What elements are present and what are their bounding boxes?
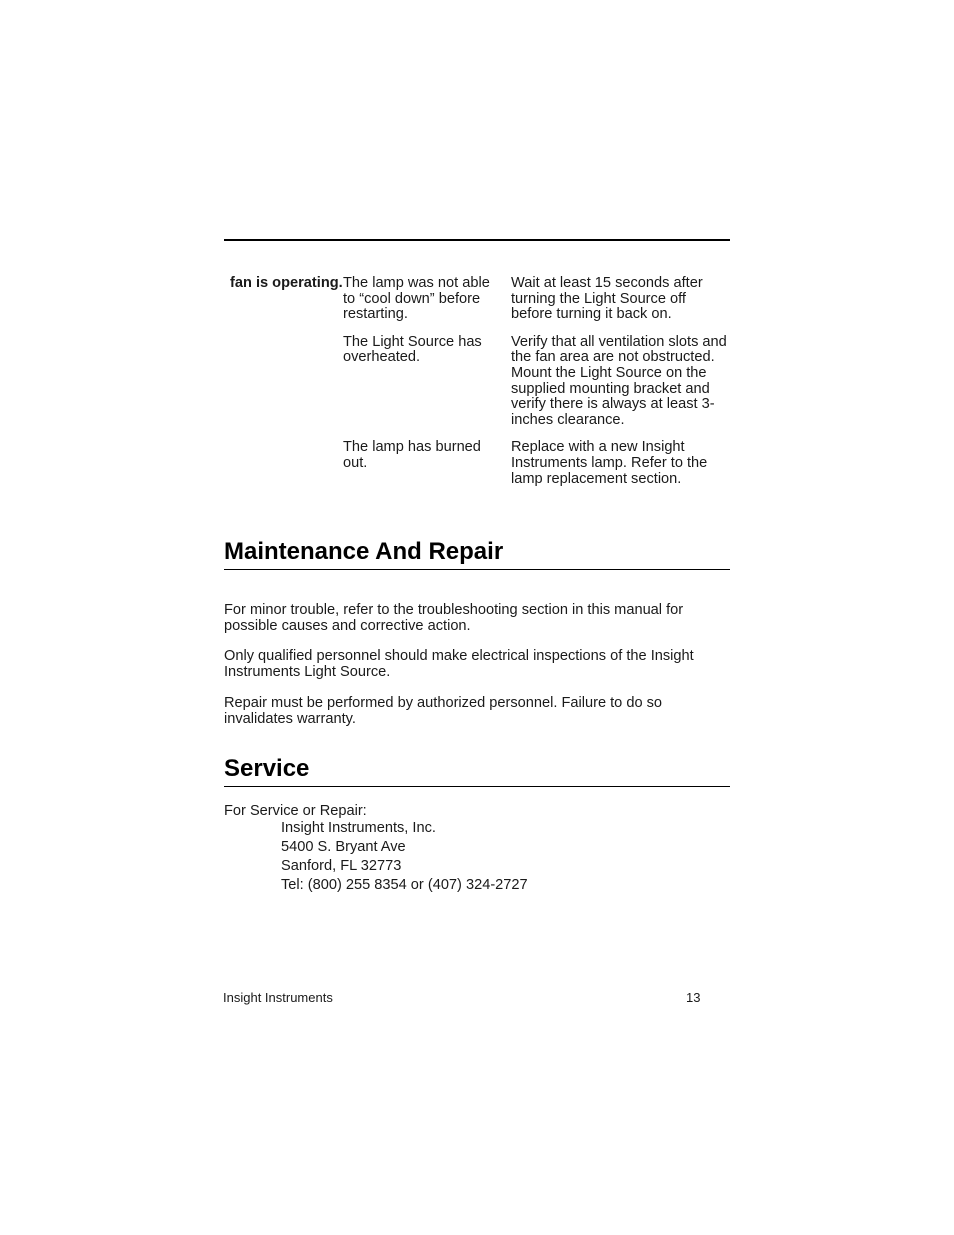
- troubleshooting-table: [224, 276, 730, 499]
- cause-cell: The lamp was not able to “cool down” before restarting.: [343, 275, 490, 323]
- maintenance-heading: Maintenance And Repair: [224, 538, 730, 570]
- table-row: [224, 440, 730, 487]
- service-intro: For Service or Repair:: [224, 803, 367, 819]
- symptom-cell: [224, 440, 343, 456]
- top-divider: [224, 239, 730, 241]
- page-number: 13: [686, 990, 701, 1005]
- address-phone: Tel: (800) 255 8354 or (407) 324-2727: [281, 877, 528, 893]
- maintenance-paragraph: Only qualified personnel should make electrical inspections of the Insight Instruments Light Source.: [224, 648, 694, 680]
- table-row: [224, 335, 730, 429]
- footer-company: Insight Instruments: [223, 990, 333, 1005]
- cause-cell: The Light Source has overheated.: [343, 333, 482, 366]
- remedy-cell: Replace with a new Insight Instruments lamp. Refer to the lamp replacement section.: [511, 439, 708, 487]
- address-street: 5400 S. Bryant Ave: [281, 839, 406, 855]
- maintenance-paragraph: Repair must be performed by authorized personnel. Failure to do so invalidates warranty.: [224, 695, 663, 727]
- remedy-cell: Verify that all ventilation slots and the fan area are not obstructed. Mount the Light Source on the supplied mounting bracket and verify there is always at least 3-inches clearance.: [511, 333, 727, 428]
- remedy-cell: Wait at least 15 seconds after turning the Light Source off before turning it back on.: [511, 275, 703, 323]
- cause-cell: The lamp has burned out.: [343, 439, 481, 471]
- symptom-cell: [224, 335, 343, 351]
- service-heading: Service: [224, 755, 730, 787]
- symptom-cell: fan is operating.: [230, 275, 343, 291]
- table-row: [224, 276, 730, 323]
- service-address: [281, 819, 528, 895]
- address-city: Sanford, FL 32773: [281, 858, 402, 874]
- maintenance-paragraph: For minor trouble, refer to the troubleshooting section in this manual for possible causes and corrective action.: [224, 602, 684, 634]
- address-company: Insight Instruments, Inc.: [281, 820, 436, 836]
